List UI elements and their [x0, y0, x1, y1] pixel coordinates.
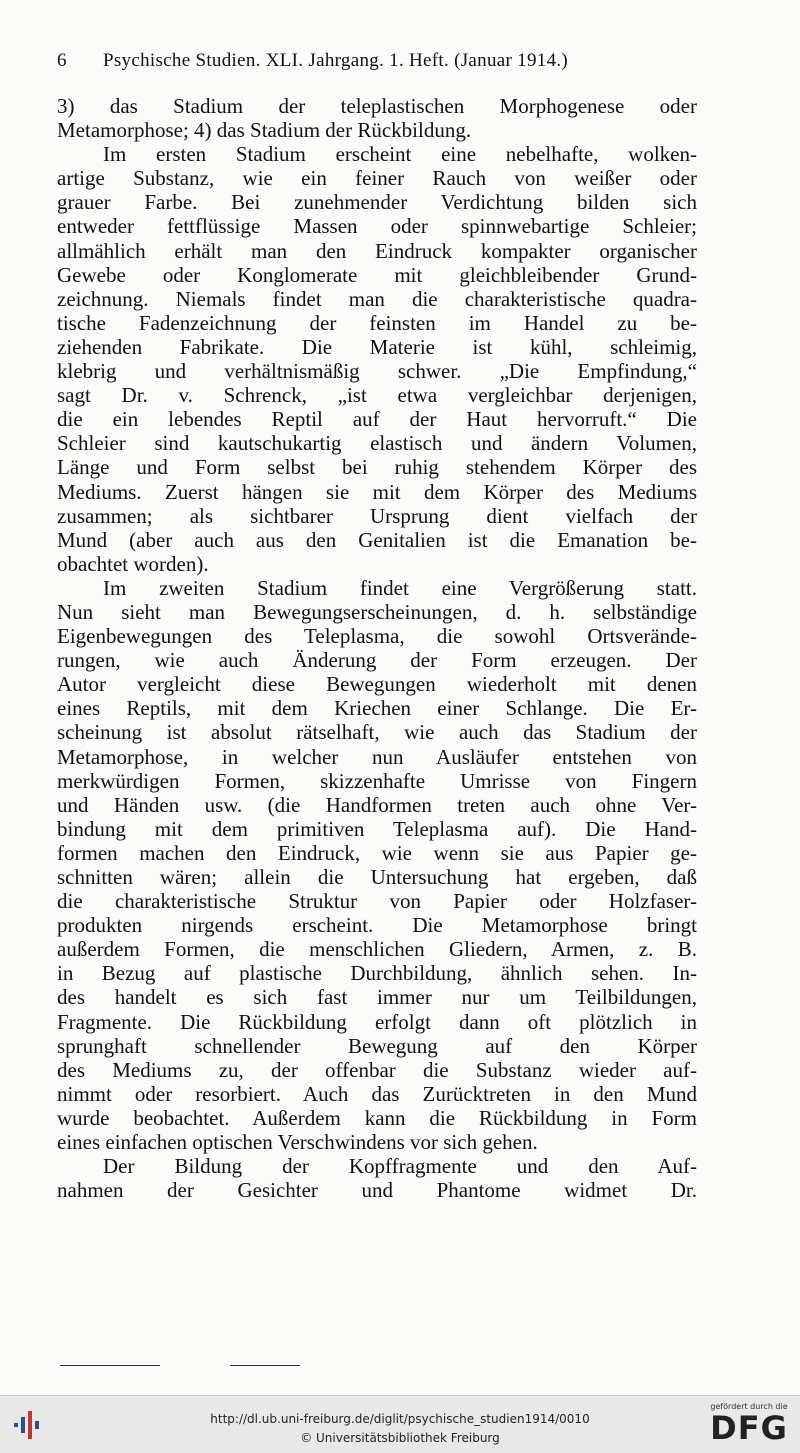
text-line: zusammen; als sichtbarer Ursprung dient vielfach der	[57, 503, 697, 528]
running-title: Psychische Studien. XLI. Jahrgang. 1. Heft. (Januar 1914.)	[103, 50, 569, 71]
footnote-rule	[230, 1365, 300, 1366]
text-line: sprunghaft schnellender Bewegung auf den Körper	[57, 1033, 697, 1058]
text-line: die ein lebendes Reptil auf der Haut hervorruft.“ Die	[57, 407, 697, 432]
text-line: obachtet worden).	[57, 551, 209, 576]
text-line: Schleier sind kautschukartig elastisch und ändern Volumen,	[57, 431, 697, 456]
text-line: und Händen usw. (die Handformen treten auch ohne Ver-	[57, 792, 697, 817]
text-line: eines einfachen optischen Verschwindens vor sich gehen.	[57, 1130, 538, 1155]
text-line: scheinung ist absolut rätselhaft, wie auch das Stadium der	[57, 720, 697, 745]
text-line: Mediums. Zuerst hängen sie mit dem Körper des Mediums	[57, 479, 697, 504]
text-line: artige Substanz, wie ein feiner Rauch von weißer oder	[57, 166, 697, 191]
text-line: entweder fettflüssige Massen oder spinnwebartige Schleier;	[57, 214, 697, 239]
text-line: sagt Dr. v. Schrenck, „ist etwa vergleichbar derjenigen,	[57, 383, 697, 408]
text-line: Nun sieht man Bewegungserscheinungen, d. h. selbständige	[57, 599, 697, 624]
text-line: Eigenbewegungen des Teleplasma, die sowohl Ortsverände-	[57, 624, 697, 649]
text-line: rungen, wie auch Änderung der Form erzeugen. Der	[57, 648, 697, 673]
text-line: tische Fadenzeichnung der feinsten im Handel zu be-	[57, 310, 697, 335]
text-line: in Bezug auf plastische Durchbildung, ähnlich sehen. In-	[57, 961, 697, 986]
text-line: 3) das Stadium der teleplastischen Morphogenese oder	[57, 94, 697, 118]
text-line: schnitten wären; allein die Untersuchung hat ergeben, daß	[57, 865, 697, 889]
text-line: Gewebe oder Konglomerate mit gleichbleibender Grund-	[57, 262, 697, 287]
text-line: grauer Farbe. Bei zunehmender Verdichtung bilden sich	[57, 190, 697, 215]
running-header	[57, 50, 697, 76]
footnote-rule	[60, 1365, 160, 1366]
text-line: ziehenden Fabrikate. Die Materie ist kühl, schleimig,	[57, 334, 697, 359]
dfg-tagline: gefördert durch die	[710, 1402, 788, 1411]
body-text	[57, 94, 697, 1202]
text-line: die charakteristische Struktur von Papier oder Holzfaser-	[57, 889, 697, 914]
dfg-logo-icon: DFG	[710, 1409, 788, 1447]
text-line: Länge und Form selbst bei ruhig stehendem Körper des	[57, 455, 697, 480]
viewer-footer	[0, 1395, 800, 1453]
text-line: formen machen den Eindruck, wie wenn sie aus Papier ge-	[57, 840, 697, 865]
text-line: Metamorphose, in welcher nun Ausläufer entstehen von	[57, 744, 697, 769]
text-line: eines Reptils, mit dem Kriechen einer Schlange. Die Er-	[57, 696, 697, 721]
text-line: des handelt es sich fast immer nur um Teilbildungen,	[57, 985, 697, 1010]
text-line: zeichnung. Niemals findet man die charakteristische quadra-	[57, 286, 697, 311]
text-line: produkten nirgends erscheint. Die Metamorphose bringt	[57, 913, 697, 938]
text-line: Autor vergleicht diese Bewegungen wiederholt mit denen	[57, 672, 697, 697]
text-line: Im zweiten Stadium findet eine Vergrößerung statt.	[103, 575, 697, 600]
permalink-url[interactable]: http://dl.ub.uni-freiburg.de/diglit/psychische_studien1914/0010	[210, 1412, 590, 1426]
text-line: allmählich erhält man den Eindruck kompakter organischer	[57, 238, 697, 263]
text-line: bindung mit dem primitiven Teleplasma auf). Die Hand-	[57, 816, 697, 841]
dfg-funding-logo	[704, 1402, 794, 1450]
copyright-notice: © Universitätsbibliothek Freiburg	[300, 1431, 500, 1445]
text-line: Mund (aber auch aus den Genitalien ist die Emanation be-	[57, 527, 697, 552]
text-line: des Mediums zu, der offenbar die Substanz wieder auf-	[57, 1057, 697, 1082]
text-line: nahmen der Gesichter und Phantome widmet Dr.	[57, 1178, 697, 1203]
text-line: merkwürdigen Formen, skizzenhafte Umrisse von Fingern	[57, 768, 697, 793]
page-number: 6	[57, 50, 67, 71]
text-line: außerdem Formen, die menschlichen Gliedern, Armen, z. B.	[57, 937, 697, 962]
text-line: Fragmente. Die Rückbildung erfolgt dann oft plötzlich in	[57, 1009, 697, 1034]
text-line: Der Bildung der Kopffragmente und den Auf-	[103, 1154, 697, 1179]
text-line: nimmt oder resorbiert. Auch das Zurücktreten in den Mund	[57, 1081, 697, 1106]
text-line: klebrig und verhältnismäßig schwer. „Die Empfindung,“	[57, 359, 697, 384]
text-line: wurde beobachtet. Außerdem kann die Rückbildung in Form	[57, 1105, 697, 1130]
text-line: Metamorphose; 4) das Stadium der Rückbildung.	[57, 118, 472, 143]
text-line: Im ersten Stadium erscheint eine nebelhafte, wolken-	[103, 142, 697, 167]
